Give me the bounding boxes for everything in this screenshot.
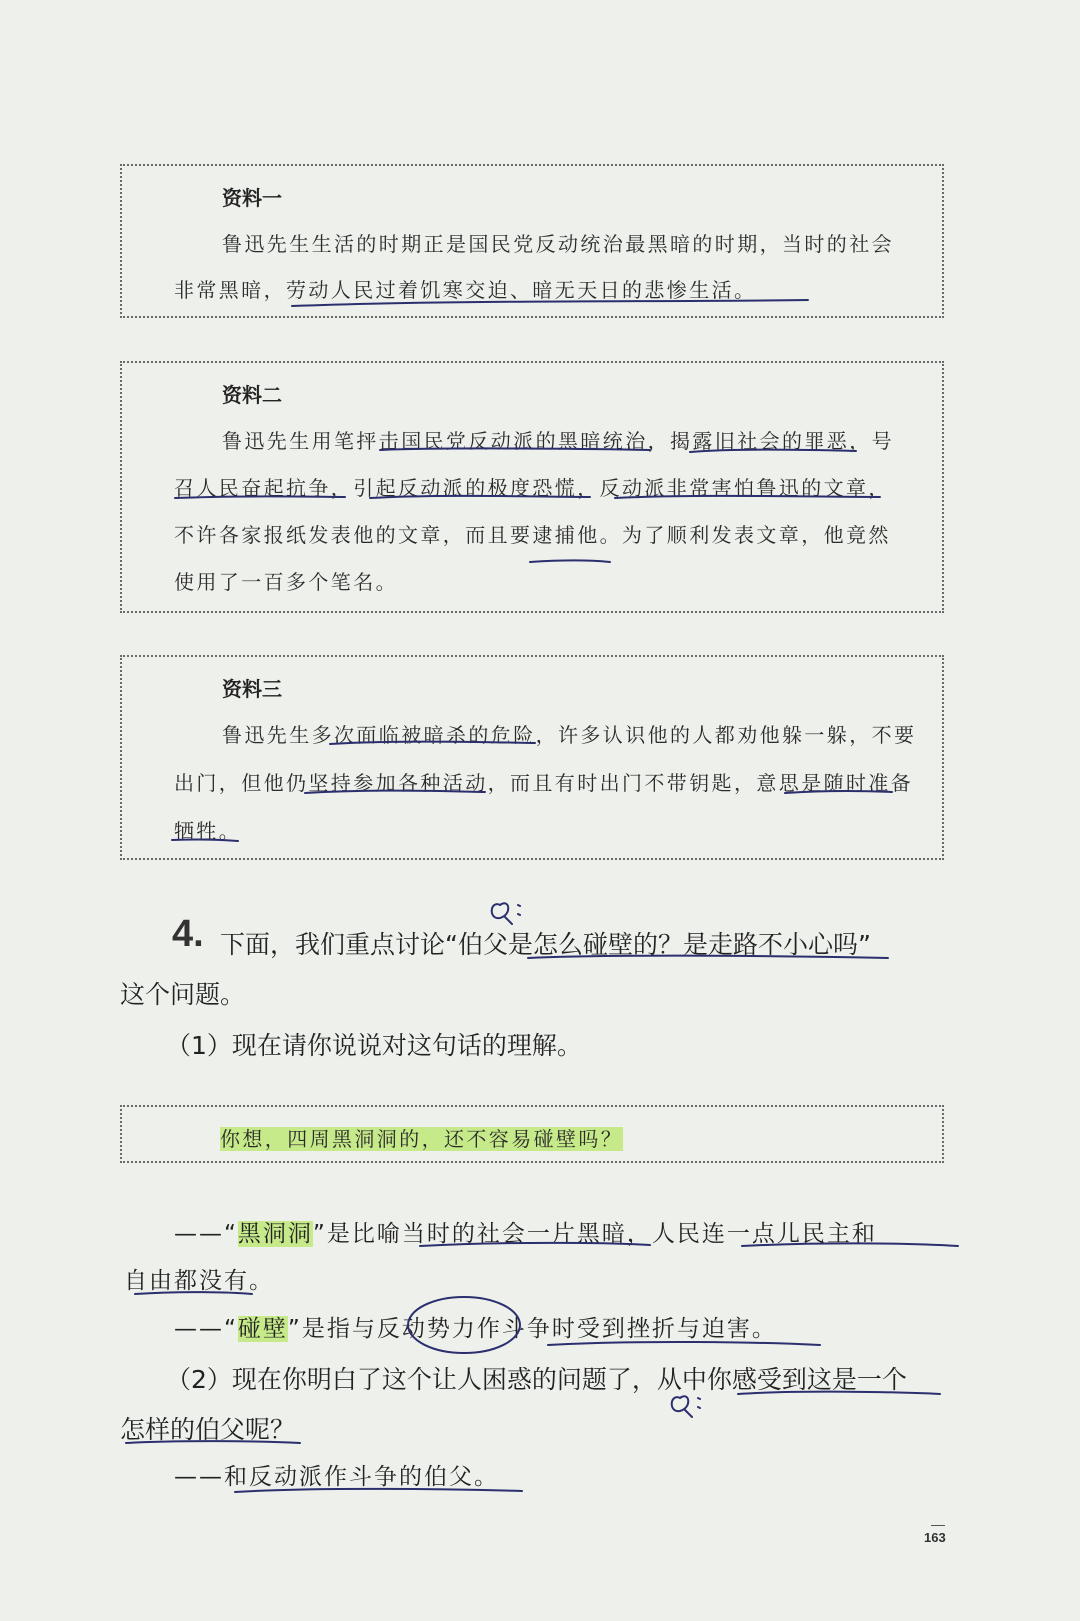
material-line: 召人民奋起抗争，引起反动派的极度恐慌，反动派非常害怕鲁迅的文章， — [174, 476, 891, 500]
answer-term: 黑洞洞 — [237, 1221, 313, 1247]
answer-2 — [174, 1310, 777, 1343]
material-line: 鲁迅先生用笔抨击国民党反动派的黑暗统治，揭露旧社会的罪恶，号 — [222, 429, 894, 453]
answer-1 — [174, 1215, 877, 1248]
quote-box — [120, 1105, 944, 1163]
material-line: 牺牲。 — [174, 819, 242, 843]
sub-question-1: （1）现在请你说说对这句话的理解。 — [166, 1031, 582, 1060]
page-number-rule — [931, 1525, 945, 1526]
material-box-1 — [120, 164, 944, 318]
answer-term: 碰壁 — [237, 1316, 288, 1342]
page-number: 163 — [924, 1530, 946, 1545]
answer-text: ”是指与反动势力作斗争时受到挫折与迫害。 — [287, 1316, 777, 1342]
material-line: 使用了一百多个笔名。 — [174, 570, 398, 594]
material-box-3 — [120, 655, 944, 860]
answer-3: ——和反动派作斗争的伯父。 — [174, 1464, 499, 1490]
material-box-2 — [120, 361, 944, 613]
question-text: 下面，我们重点讨论“伯父是怎么碰壁的？是走路不小心吗” — [220, 930, 871, 959]
sub-question-2: （2）现在你明白了这个让人困惑的问题了，从中你感受到这是一个 — [166, 1365, 907, 1394]
material-title: 资料二 — [222, 383, 282, 407]
answer-1-cont: 自由都没有。 — [124, 1268, 274, 1294]
material-title: 资料一 — [222, 186, 282, 210]
sub-question-2-cont: 怎样的伯父呢？ — [120, 1415, 296, 1444]
handwritten-q-mark — [492, 903, 520, 924]
answer-dash: ——“ — [174, 1221, 238, 1247]
answer-text: ”是比喻当时的社会一片黑暗，人民连一点儿民主和 — [312, 1221, 877, 1247]
material-line: 鲁迅先生多次面临被暗杀的危险，许多认识他的人都劝他躲一躲，不要 — [222, 723, 917, 747]
quote-highlight: 你想，四周黑洞洞的，还不容易碰壁吗？ — [220, 1127, 624, 1151]
question-number: 4. — [172, 913, 204, 955]
handwritten-q-mark — [672, 1396, 700, 1417]
material-line: 不许各家报纸发表他的文章，而且要逮捕他。为了顺利发表文章，他竟然 — [174, 523, 891, 547]
answer-dash: ——“ — [174, 1316, 238, 1342]
material-title: 资料三 — [222, 677, 282, 701]
quote-text — [220, 1123, 623, 1152]
question-text: 这个问题。 — [120, 980, 246, 1009]
material-line: 鲁迅先生生活的时期正是国民党反动统治最黑暗的时期，当时的社会 — [222, 232, 894, 256]
material-line: 出门，但他仍坚持参加各种活动，而且有时出门不带钥匙，意思是随时准备 — [174, 771, 914, 795]
material-line: 非常黑暗，劳动人民过着饥寒交迫、暗无天日的悲惨生活。 — [174, 278, 757, 302]
